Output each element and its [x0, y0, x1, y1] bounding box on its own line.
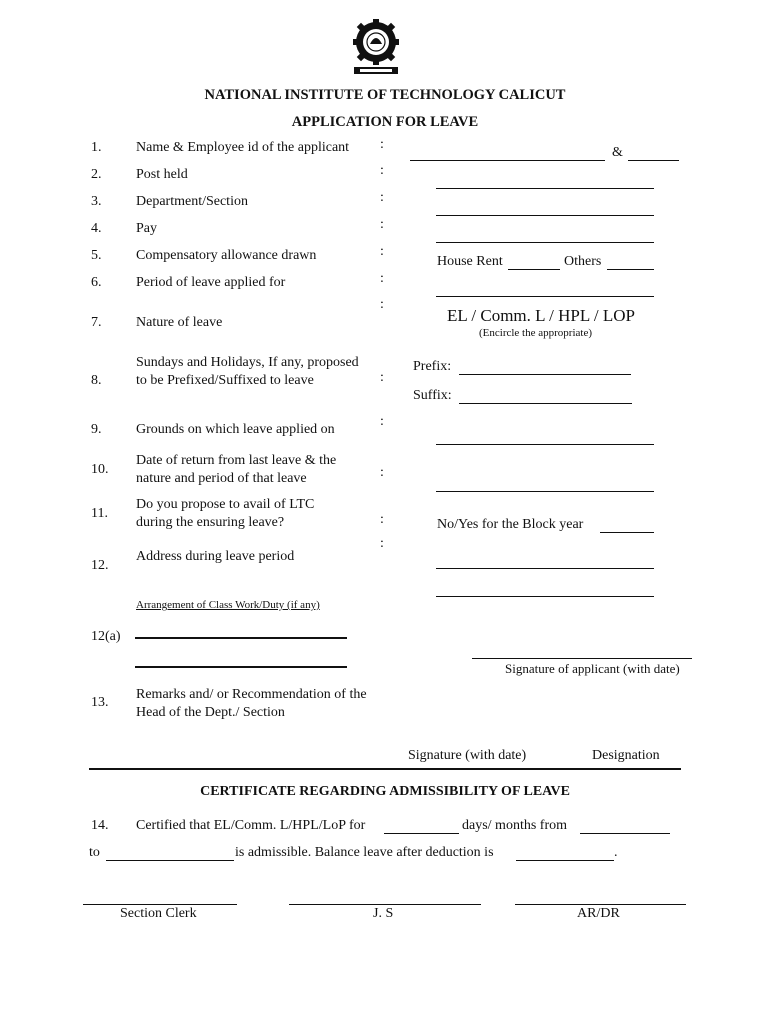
item-2-number: 2. — [91, 167, 102, 182]
item-2-label: Post held — [136, 167, 188, 182]
grounds-field[interactable] — [436, 444, 654, 445]
address-field-line-1[interactable] — [436, 568, 654, 569]
item-3-colon: : — [380, 190, 384, 205]
department-field[interactable] — [436, 215, 654, 216]
item-4-number: 4. — [91, 221, 102, 236]
item-13-label: Remarks and/ or Recommendation of the Head of the Dept./ Section — [136, 687, 367, 720]
applicant-signature-label: Signature of applicant (with date) — [505, 661, 680, 676]
section-clerk-label: Section Clerk — [120, 906, 197, 921]
suffix-field[interactable] — [459, 403, 632, 404]
certificate-line-2c: . — [614, 845, 618, 860]
item-10-colon: : — [380, 465, 384, 480]
item-4-label: Pay — [136, 221, 157, 236]
institute-logo — [350, 18, 402, 78]
house-rent-label: House Rent — [437, 254, 503, 269]
leave-type-options[interactable]: EL / Comm. L / HPL / LOP — [447, 306, 635, 325]
item-11-number: 11. — [91, 506, 108, 521]
item-2-colon: : — [380, 163, 384, 178]
pay-field[interactable] — [436, 242, 654, 243]
item-11-label: Do you propose to avail of LTC during the ensuring leave? — [136, 497, 315, 530]
leave-period-field[interactable] — [436, 296, 654, 297]
employee-id-field[interactable] — [628, 160, 679, 161]
leave-type-hint: (Encircle the appropriate) — [479, 327, 592, 339]
prefix-label: Prefix: — [413, 359, 452, 374]
house-rent-field[interactable] — [508, 269, 560, 270]
item-8-label: Sundays and Holidays, If any, proposed to be Prefixed/Suffixed to leave — [136, 355, 359, 388]
item-4-colon: : — [380, 217, 384, 232]
certificate-title: CERTIFICATE REGARDING ADMISSIBILITY OF LEAVE — [200, 784, 570, 799]
applicant-signature-field[interactable] — [472, 658, 692, 659]
certificate-line-1a: Certified that EL/Comm. L/HPL/LoP for — [136, 818, 366, 833]
item-5-label: Compensatory allowance drawn — [136, 248, 317, 263]
arrangement-label: Arrangement of Class Work/Duty (if any) — [136, 599, 320, 611]
post-held-field[interactable] — [436, 188, 654, 189]
item-11-colon: : — [380, 512, 384, 527]
hod-signature-label: Signature (with date) — [408, 748, 527, 763]
item-6-label: Period of leave applied for — [136, 275, 286, 290]
item-8-number: 8. — [91, 373, 102, 388]
item-7-label: Nature of leave — [136, 315, 223, 330]
item-1-ampersand: & — [612, 145, 623, 160]
from-date-field[interactable] — [580, 833, 670, 834]
certificate-line-2a: to — [89, 845, 100, 860]
item-6-number: 6. — [91, 275, 102, 290]
to-date-field[interactable] — [106, 860, 234, 861]
block-year-field[interactable] — [600, 532, 654, 533]
others-label: Others — [564, 254, 602, 269]
item-1-colon: : — [380, 137, 384, 152]
item-1-label: Name & Employee id of the applicant — [136, 140, 350, 155]
item-8-colon: : — [380, 370, 384, 385]
certificate-line-1b: days/ months from — [462, 818, 567, 833]
item-14-number: 14. — [91, 818, 109, 833]
section-divider — [89, 768, 681, 770]
js-signature-field[interactable] — [289, 904, 481, 905]
item-9-colon: : — [380, 414, 384, 429]
item-9-label: Grounds on which leave applied on — [136, 422, 335, 437]
item-12-label: Address during leave period — [136, 549, 295, 564]
item-1-number: 1. — [91, 140, 102, 155]
item-3-number: 3. — [91, 194, 102, 209]
ardr-label: AR/DR — [577, 906, 620, 921]
item-6-colon: : — [380, 271, 384, 286]
item-5-colon: : — [380, 244, 384, 259]
arrangement-field-line-2[interactable] — [135, 666, 347, 668]
balance-leave-field[interactable] — [516, 860, 614, 861]
name-field[interactable] — [410, 160, 605, 161]
item-12-number: 12. — [91, 558, 109, 573]
item-12-colon: : — [380, 536, 384, 551]
js-label: J. S — [373, 906, 394, 921]
item-13-number: 13. — [91, 695, 109, 710]
item-3-label: Department/Section — [136, 194, 248, 209]
item-7-colon: : — [380, 297, 384, 312]
item-10-label: Date of return from last leave & the nature and period of that leave — [136, 453, 337, 486]
hod-designation-label: Designation — [592, 748, 660, 763]
certificate-line-2b: is admissible. Balance leave after deduction is — [235, 845, 494, 860]
ardr-signature-field[interactable] — [515, 904, 686, 905]
institute-name: NATIONAL INSTITUTE OF TECHNOLOGY CALICUT — [204, 87, 566, 103]
form-title: APPLICATION FOR LEAVE — [291, 114, 479, 130]
prefix-field[interactable] — [459, 374, 631, 375]
address-field-line-2[interactable] — [436, 596, 654, 597]
days-field[interactable] — [384, 833, 459, 834]
item-7-number: 7. — [91, 315, 102, 330]
section-clerk-signature-field[interactable] — [83, 904, 237, 905]
item-12a-number: 12(a) — [91, 629, 121, 644]
ltc-answer-label: No/Yes for the Block year — [437, 517, 584, 532]
item-10-number: 10. — [91, 462, 109, 477]
item-9-number: 9. — [91, 422, 102, 437]
item-5-number: 5. — [91, 248, 102, 263]
last-leave-field[interactable] — [436, 491, 654, 492]
suffix-label: Suffix: — [413, 388, 452, 403]
arrangement-field-line-1[interactable] — [135, 637, 347, 639]
others-field[interactable] — [607, 269, 654, 270]
